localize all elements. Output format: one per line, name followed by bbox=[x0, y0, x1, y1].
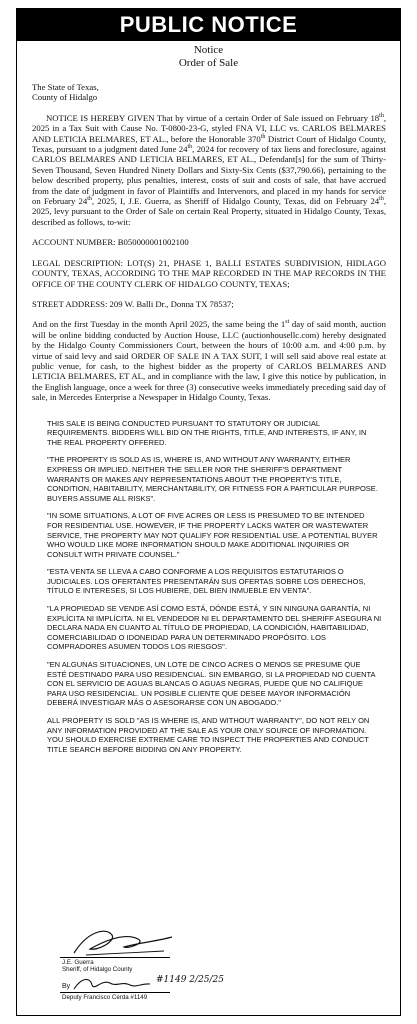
header-order-of-sale: Order of Sale bbox=[178, 57, 239, 69]
p1-text-f: , 2025, levy pursuant to the Order of Sale on certain Real Property, situated in Hidalgo County, Texas, described as follows, to-wit: bbox=[32, 196, 386, 227]
p1-text-b: , 2025 in a Tax Suit with Cause No. T-0800-23-G, styled FNA VI, LLC vs. CARLOS BELMARES AND LETICIA BELMARES, ET AL., before the Honorable 370 bbox=[32, 112, 386, 144]
notice-header bbox=[17, 44, 400, 70]
disclaimer-as-is-es: "LA PROPIEDAD SE VENDE ASÍ COMO ESTÁ, DÓNDE ESTÁ, Y SIN NINGUNA GARANTÍA, NI EXPLÍCITA NI IMPLÍCITA. NI EL VENDEDOR NI EL DEPARTAMENTO DEL SHERIFF ASEGURA NI DECLARA NADA EN CUANTO AL TÍTULO DE PROPIEDAD, LA CONDICIÓN, HABITABILIDAD, COMERCIABILIDAD O IDONEIDAD PARA UN DETERMINADO PROPÓSITO. LOS COMPRADORES ASUMEN TODOS LOS RIESGOS". bbox=[47, 604, 382, 652]
disclaimer-statutory: THIS SALE IS BEING CONDUCTED PURSUANT TO STATUTORY OR JUDICIAL REQUIREMENTS. BIDDERS WILL BID ON THE RIGHTS, TITLE, AND INTERESTS, IF ANY, IN THE REAL PROPERTY OFFERED. bbox=[47, 418, 367, 447]
legal-description: LEGAL DESCRIPTION: LOT(S) 21, PHASE 1, BALLI ESTATES SUBDIVISION, HIDLAGO COUNTY, TEXAS, ACCORDING TO THE MAP RECORDED IN THE MAP RECORDS IN THE OFFICE OF THE COUNTY CLERK OF HIDALGO COUNTY, TEXAS; bbox=[32, 257, 386, 289]
banner-title: PUBLIC NOTICE bbox=[17, 9, 400, 41]
p1-sup-2: th bbox=[260, 133, 266, 140]
p1-text-e: , 2025, I, J.E. Guerra, as Sheriff of Hidalgo County, Texas, did on February 24 bbox=[91, 196, 380, 207]
p1-sup-1: th bbox=[379, 112, 384, 119]
sheriff-signature-line bbox=[60, 957, 170, 958]
sheriff-title: Sheriff, of Hidalgo County bbox=[62, 966, 133, 973]
sheriff-signature-icon bbox=[68, 925, 188, 959]
by-label: By bbox=[62, 983, 71, 990]
notice-frame bbox=[16, 8, 401, 1016]
p1-sup-4: th bbox=[87, 196, 92, 203]
signature-block bbox=[60, 925, 380, 1015]
p1-text-a: NOTICE IS HEREBY GIVEN That by virtue of a certain Order of Sale issued on February 18 bbox=[46, 112, 380, 123]
p2-sup-1: st bbox=[285, 319, 290, 326]
paragraph-sale-details bbox=[32, 319, 386, 402]
disclaimer-as-is: "THE PROPERTY IS SOLD AS IS, WHERE IS, AND WITHOUT ANY WARRANTY, EITHER EXPRESS OR IMPLIED. NEITHER THE SELLER NOR THE SHERIFF'S DEPARTMENT WARRANTS OR MAKES ANY REPRESENTATIONS ABOUT THE PROPERTY'S TITLE, CONDITION, HABITABILITY, MERCHANTABILITY, OR FITNESS FOR A PARTICULAR PURPOSE. BUYERS ASSUME ALL RISKS". bbox=[47, 455, 378, 503]
p1-text-d: , 2024 for recovery of tax liens and foreclosure, against CARLOS BELMARES AND LETICIA BELMARES, ET AL., Defendant[s] for the sum of Thirty-Seven Thousand, Seven Hundred Ninety Dollars and Sixty-Six Cents ($37,790.66), pertaining to the below described property, plus penalties, interest, costs of suit and costs of sale, that have accrued from the date of judgment in favor of Plaintiffs and Intervenors, and placed in my hands for service on February 24 bbox=[32, 144, 386, 207]
notice-body bbox=[17, 70, 400, 419]
state-line: The State of Texas, bbox=[32, 82, 99, 92]
county-line: County of Hidalgo bbox=[32, 92, 98, 103]
disclaimers bbox=[17, 419, 400, 755]
p1-sup-5: th bbox=[379, 196, 384, 203]
p1-sup-3: th bbox=[187, 144, 193, 151]
disclaimer-residential: "IN SOME SITUATIONS, A LOT OF FIVE ACRES OR LESS IS PRESUMED TO BE INTENDED FOR RESIDENTIAL USE. HOWEVER, IF THE PROPERTY LACKS WATER OR WASTEWATER SERVICE, THE PROPERTY MAY NOT QUALIFY FOR RESIDENTIAL USE. A POTENTIAL BUYER WHO WOULD LIKE MORE INFORMATION SHOULD MAKE ADDITIONAL INQUIRIES OR CONSULT WITH PRIVATE COUNSEL." bbox=[47, 511, 378, 559]
p1-text-c: District Court of Hidalgo County, Texas, pursuant to a judgment dated June 24 bbox=[32, 133, 387, 155]
handwritten-date: #1149 2/25/25 bbox=[156, 975, 225, 985]
p2-text-b: day of said month, auction will be online bidding conducted by Auction House, LLC (auctionhousellc.com) hereby designated by the Hidalgo County Commissioners Court, between the hours of 10:00 a.m. and 4:00 p.m. by virtue of said levy and said ORDER OF SALE IN A TAX SUIT, I will sell said above real estate at public venue, for cash, to the highest bidder as the property of CARLOS BELMARES AND LETICIA BELMARES, ET AL, and in compliance with the law, I give this notice by publication, in the English language, once a week for three (3) consecutive weeks immediately preceding said day of sale, in Mercedes Enterprise a Newspaper in Hidalgo County, Texas. bbox=[32, 319, 386, 403]
p2-text-a: And on the first Tuesday in the month April 2025, the same being the 1 bbox=[32, 319, 286, 330]
paragraph-order-of-sale bbox=[32, 113, 386, 227]
header-notice: Notice bbox=[193, 44, 224, 56]
disclaimer-all-property: ALL PROPERTY IS SOLD "AS IS WHERE IS, AND WITHOUT WARRANTY", DO NOT RELY ON ANY INFORMATION PROVIDED AT THE SALE AS YOUR ONLY SOURCE OF INFORMATION. YOU SHOULD EXERCISE EXTREME CARE TO INSPECT THE PROPERTIES AND CONDUCT TITLE SEARCH BEFORE BIDDING ON ANY PROPERTY. bbox=[47, 716, 370, 754]
sheriff-name: J.E. Guerra bbox=[62, 959, 94, 966]
deputy-name: Deputy Francisco Cerda #1149 bbox=[62, 994, 148, 1001]
deputy-signature-line bbox=[60, 992, 170, 993]
street-address: STREET ADDRESS: 209 W. Balli Dr., Donna TX 78537; bbox=[32, 298, 234, 309]
account-number: ACCOUNT NUMBER: B050000001002100 bbox=[32, 237, 189, 248]
disclaimer-residential-es: "EN ALGUNAS SITUACIONES, UN LOTE DE CINCO ACRES O MENOS SE PRESUME QUE ESTÉ DESTINADO PARA USO RESIDENCIAL. SIN EMBARGO, SI LA PROPIEDAD NO CUENTA CON EL SERVICIO DE AGUAS BLANCAS O AGUAS NEGRAS, PUEDE QUE NO CALIFIQUE PARA USO RESIDENCIAL. UN POSIBLE CLIENTE QUE DESEE MAYOR INFORMACIÓN DEBERÁ INVESTIGAR MÁS O ASESORARSE CON UN ABOGADO." bbox=[47, 660, 376, 708]
disclaimer-statutory-es: "ESTA VENTA SE LLEVA A CABO CONFORME A LOS REQUISITOS ESTATUTARIOS O JUDICIALES. LOS OFERTANTES PRESENTARÁN SUS OFERTAS SOBRE LOS DERECHOS, TÍTULO E INTERESES, SI LOS HUBIERE, DEL BIEN INMUEBLE EN VENTA". bbox=[47, 567, 366, 596]
